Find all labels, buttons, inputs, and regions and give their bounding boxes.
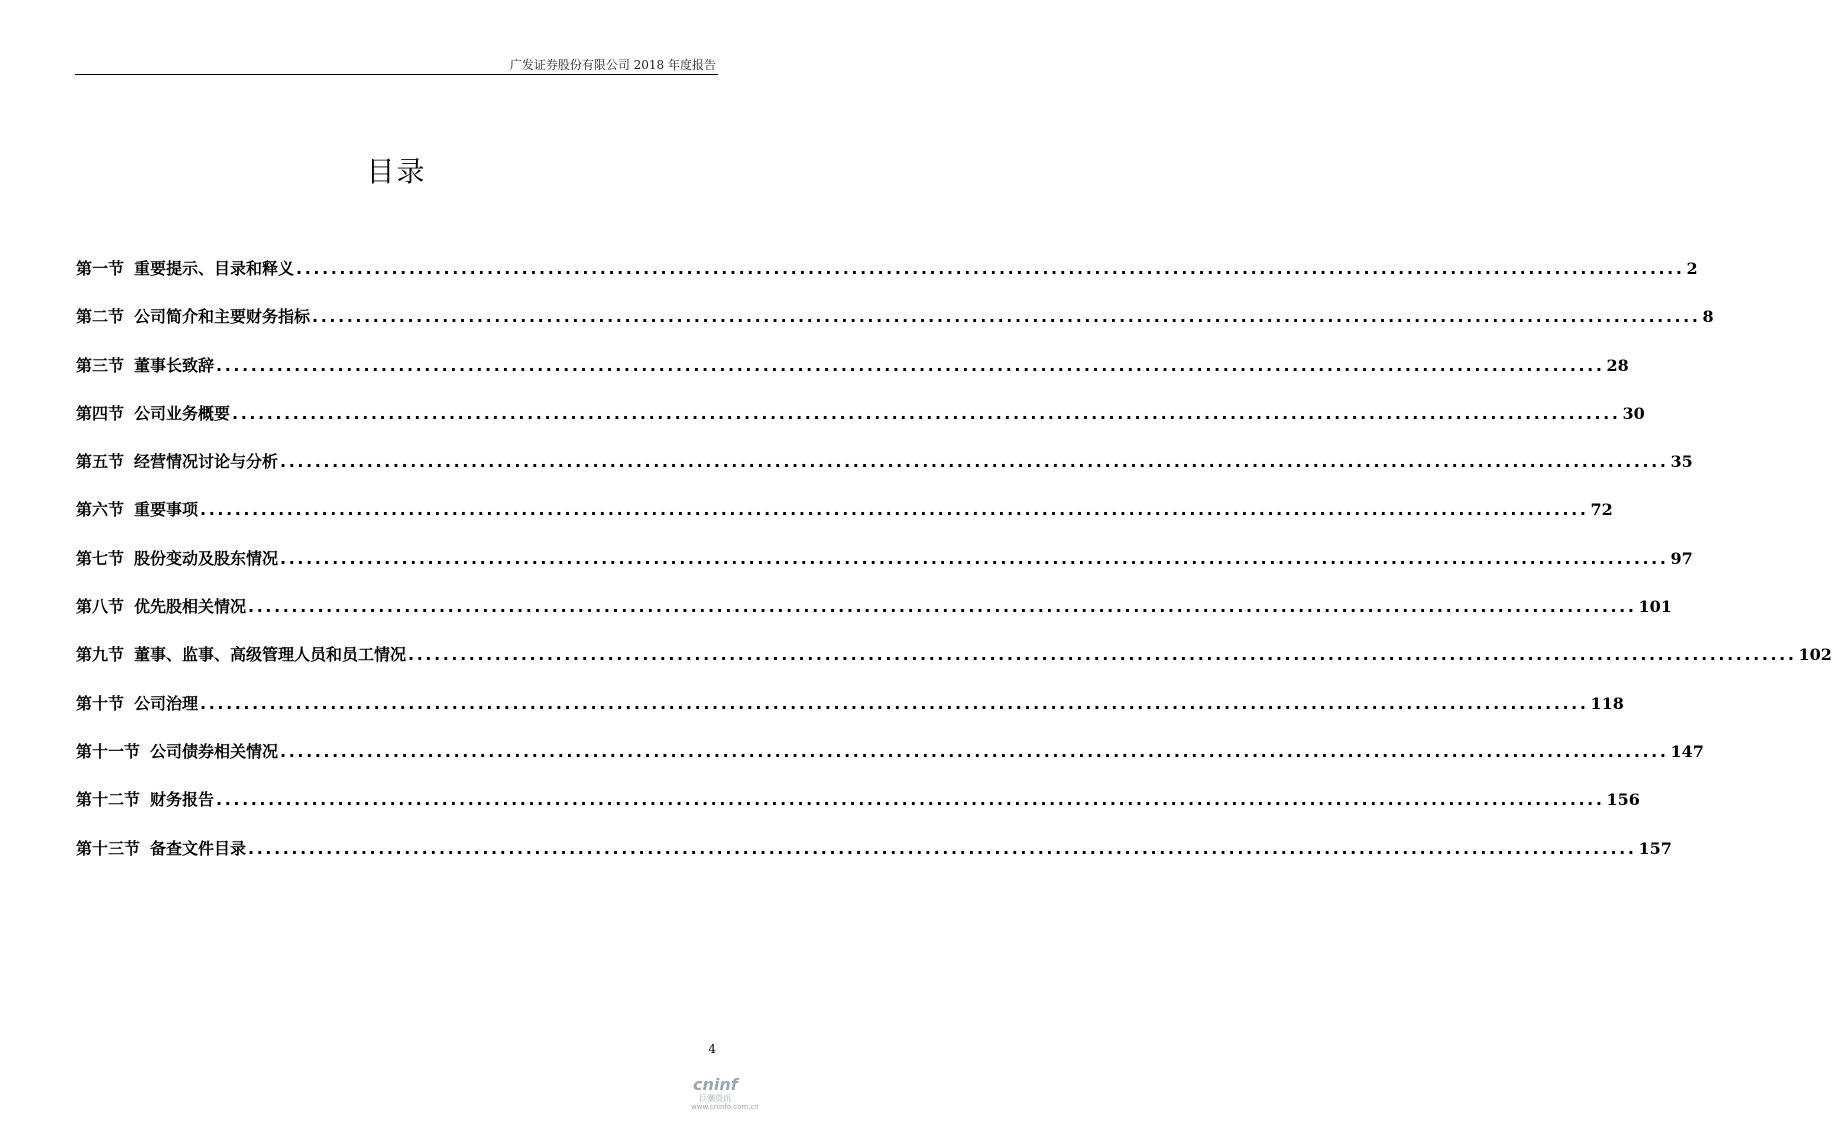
- watermark-url: www.cninfo.com.cn: [691, 1103, 759, 1111]
- toc-dot-leader: ................................................................................................................................................................: [200, 693, 1589, 713]
- toc-section-number: 第六节: [76, 500, 125, 520]
- toc-section-number: 第八节: [76, 597, 125, 617]
- toc-page-number: 30: [1622, 403, 1645, 423]
- toc-entry[interactable]: [76, 739, 1704, 787]
- toc-section-title: 经营情况讨论与分析: [134, 452, 279, 472]
- toc-section-title: 股份变动及股东情况: [134, 548, 279, 568]
- toc-dot-leader: ................................................................................................................................................................: [248, 838, 1637, 858]
- toc-section-title: 公司债券相关情况: [150, 741, 279, 761]
- table-of-contents: [76, 256, 1832, 884]
- toc-entry[interactable]: [76, 691, 1624, 739]
- toc-dot-leader: ................................................................................................................................................................: [408, 645, 1797, 665]
- toc-entry[interactable]: [76, 401, 1645, 449]
- toc-section-title: 公司简介和主要财务指标: [134, 307, 311, 327]
- toc-dot-leader: ................................................................................................................................................................: [280, 548, 1669, 568]
- toc-section-title: 财务报告: [150, 790, 215, 810]
- toc-page-number: 2: [1686, 259, 1698, 278]
- toc-page-number: 102: [1798, 645, 1832, 665]
- toc-page-number: 28: [1606, 355, 1629, 375]
- toc-section-title: 备查文件目录: [150, 838, 247, 858]
- toc-section-title: 董事、监事、高级管理人员和员工情况: [134, 645, 407, 665]
- toc-section-title: 公司治理: [134, 693, 199, 713]
- toc-section-number: 第一节: [76, 259, 125, 278]
- toc-dot-leader: ................................................................................................................................................................: [232, 403, 1621, 423]
- watermark-brand: cninf: [693, 1075, 738, 1094]
- toc-entry[interactable]: [76, 256, 1698, 304]
- toc-page-number: 118: [1590, 693, 1624, 713]
- toc-section-title: 公司业务概要: [134, 403, 231, 423]
- toc-page-number: 157: [1638, 838, 1672, 858]
- toc-page-number: 35: [1670, 452, 1693, 472]
- toc-dot-leader: ................................................................................................................................................................: [280, 741, 1669, 761]
- toc-entry[interactable]: [76, 304, 1714, 352]
- toc-entry[interactable]: [76, 594, 1672, 642]
- page-header: 广发证券股份有限公司 2018 年度报告: [509, 58, 716, 72]
- toc-entry[interactable]: [76, 642, 1832, 690]
- toc-entry[interactable]: [76, 449, 1693, 497]
- toc-section-number: 第十一节: [76, 741, 141, 761]
- toc-entry[interactable]: [76, 787, 1640, 835]
- toc-page-number: 97: [1670, 548, 1693, 568]
- toc-section-number: 第三节: [76, 355, 125, 375]
- watermark-subtitle: 巨潮资讯: [699, 1094, 731, 1103]
- toc-section-title: 重要事项: [134, 500, 199, 520]
- toc-section-number: 第二节: [76, 307, 125, 327]
- page-number: 4: [708, 1042, 716, 1056]
- toc-dot-leader: ................................................................................................................................................................: [200, 500, 1589, 520]
- toc-dot-leader: ................................................................................................................................................................: [248, 597, 1637, 617]
- toc-section-number: 第四节: [76, 403, 125, 423]
- toc-section-number: 第九节: [76, 645, 125, 665]
- toc-section-number: 第七节: [76, 548, 125, 568]
- header-divider: [75, 74, 718, 75]
- toc-dot-leader: ................................................................................................................................................................: [296, 259, 1685, 278]
- toc-entry[interactable]: [76, 546, 1693, 594]
- cninfo-watermark-logo: [693, 1075, 763, 1115]
- toc-section-number: 第五节: [76, 452, 125, 472]
- toc-entry[interactable]: [76, 353, 1629, 401]
- toc-section-title: 优先股相关情况: [134, 597, 247, 617]
- toc-page-number: 101: [1638, 597, 1672, 617]
- toc-section-number: 第十节: [76, 693, 125, 713]
- toc-dot-leader: ................................................................................................................................................................: [280, 452, 1669, 472]
- toc-section-number: 第十三节: [76, 838, 141, 858]
- toc-page-number: 156: [1606, 790, 1640, 810]
- toc-page-number: 72: [1590, 500, 1613, 520]
- toc-entry[interactable]: [76, 836, 1672, 884]
- toc-dot-leader: ................................................................................................................................................................: [312, 307, 1701, 327]
- toc-dot-leader: ................................................................................................................................................................: [216, 355, 1605, 375]
- toc-page-number: 8: [1702, 307, 1714, 327]
- toc-section-number: 第十二节: [76, 790, 141, 810]
- toc-entry[interactable]: [76, 497, 1613, 545]
- page-title: 目录: [366, 155, 427, 188]
- toc-section-title: 重要提示、目录和释义: [134, 259, 295, 278]
- toc-section-title: 董事长致辞: [134, 355, 215, 375]
- toc-dot-leader: ................................................................................................................................................................: [216, 790, 1605, 810]
- toc-page-number: 147: [1670, 741, 1704, 761]
